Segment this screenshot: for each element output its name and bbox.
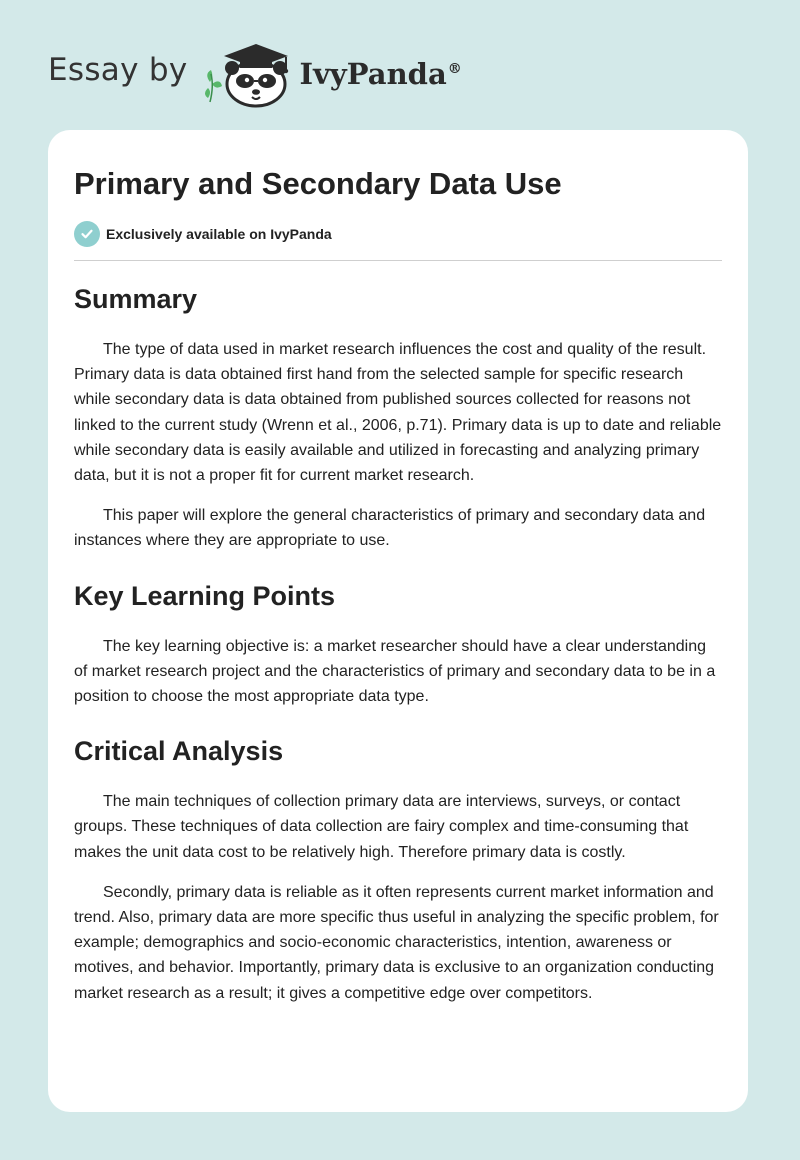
section-heading: Key Learning Points <box>74 580 336 611</box>
exclusive-badge <box>74 220 722 248</box>
article-card <box>48 130 748 1112</box>
panda-graduate-icon[interactable] <box>202 38 296 108</box>
brand-name[interactable]: IvyPanda® <box>299 57 462 91</box>
section-summary <box>74 279 722 554</box>
paragraph: The key learning objective is: a market researcher should have a clear understanding of market research project and the characteristics of primary and secondary data to be in a position to choose the most appropriate data type. <box>74 637 716 706</box>
badge-label: Exclusively available on IvyPanda <box>106 226 332 242</box>
registered-mark: ® <box>447 61 462 78</box>
section-critical-analysis <box>74 731 722 1006</box>
paragraph: This paper will explore the general characteristics of primary and secondary data and instances where they are appropriate to use. <box>74 507 706 550</box>
section-heading: Summary <box>74 284 198 314</box>
section-heading: Critical Analysis <box>74 736 284 767</box>
brand-prefix: Essay by <box>48 52 188 88</box>
site-header <box>48 38 462 108</box>
divider <box>74 260 722 261</box>
page-title: Primary and Secondary Data Use <box>74 166 562 201</box>
paragraph: Secondly, primary data is reliable as it often represents current market information and trend. Also, primary data are more specific thus useful in analyzing the specific problem, for example; demographics and socio-economic characteristics, intention, awareness or motives, and behavior. Importantly, primary data is exclusive to an organization conducting market research as a result; it gives a competitive edge over competitors. <box>74 883 719 1002</box>
paragraph: The main techniques of collection primary data are interviews, surveys, or contact groups. These techniques of data collection are fairy complex and time-consuming that makes the unit data cost to be relatively high. Therefore primary data is costly. <box>74 793 689 861</box>
check-circle-icon <box>74 221 100 247</box>
section-key-learning-points <box>74 576 722 710</box>
paragraph: The type of data used in market research influences the cost and quality of the result. Primary data is data obtained first hand from the selected sample for specific research while secondary data is data obtained from published sources collected for reasons not linked to the current study (Wrenn et al., 2006, p.71). Primary data is up to date and reliable while secondary data is easily available and utilized in forecasting and analyzing primary data, but it is not a proper fit for current market research. <box>74 341 722 485</box>
